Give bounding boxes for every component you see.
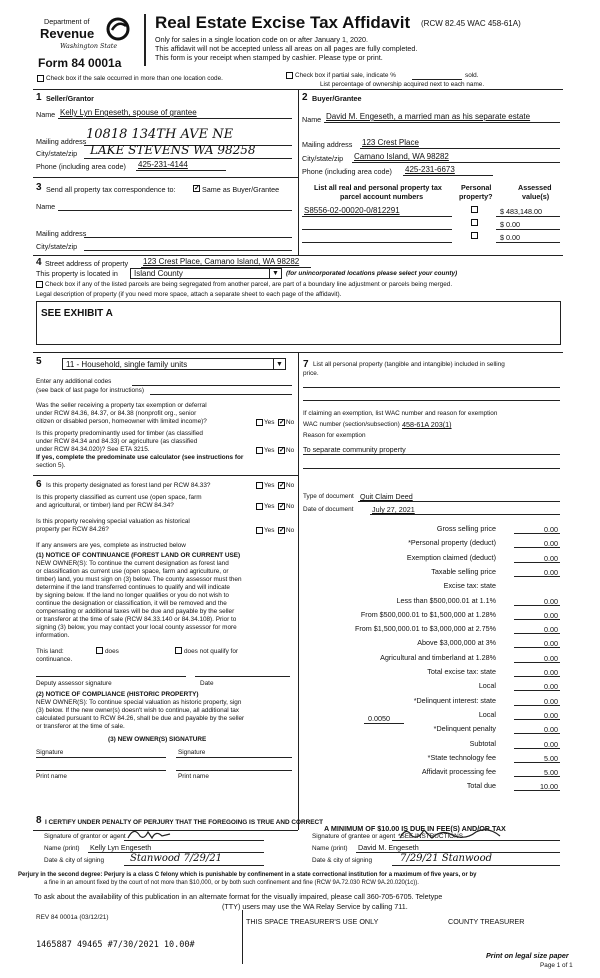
treasurer-use-label: THIS SPACE TREASURER'S USE ONLY: [246, 917, 379, 926]
tax-row-label: Taxable selling price: [431, 567, 496, 576]
tax-row-label: Affidavit processing fee: [421, 767, 496, 776]
page-number: Page 1 of 1: [540, 962, 573, 969]
grantor-name-label: Name (print): [44, 845, 80, 852]
tax-row-underline: [514, 662, 560, 663]
tax-row-underline: [514, 705, 560, 706]
seller-heading: Seller/Grantor: [46, 94, 94, 103]
tax-row-label: *Personal property (deduct): [408, 538, 496, 547]
grantor-date-city-field[interactable]: Stanwood 7/29/21: [130, 853, 223, 864]
correspondence-city-label: City/state/zip: [36, 242, 78, 251]
seller-phone-field[interactable]: 425-231-4144: [138, 160, 188, 169]
buyer-name-field[interactable]: David M. Engeseth, a married man as his separate estate: [326, 112, 531, 121]
tax-row-underline: [514, 533, 560, 534]
tax-row-underline: [514, 748, 560, 749]
assessed-value-1[interactable]: $ 483,148.00: [500, 207, 542, 216]
partial-sale-sold: sold.: [465, 72, 479, 79]
tax-row-value[interactable]: 0.00: [544, 625, 558, 634]
notice-continuance-line: signing (3) below, you may contact your local county assessor for more: [36, 624, 237, 631]
form-number: Form 84 0001a: [38, 56, 122, 70]
same-as-buyer-checkbox[interactable]: ✓: [194, 185, 200, 192]
current-use-no-checkbox[interactable]: ✓: [279, 503, 285, 510]
tax-row-value[interactable]: 0.00: [544, 639, 558, 648]
grantee-name-field[interactable]: David M. Engeseth: [358, 843, 419, 852]
continuance-label: continuance.: [36, 656, 73, 663]
tax-row-value[interactable]: 0.00: [544, 711, 558, 720]
notice-compliance-heading: (2) NOTICE OF COMPLIANCE (HISTORIC PROPERTY): [36, 691, 199, 698]
seller-mailing-label: Mailing address: [36, 137, 87, 146]
document-type-field[interactable]: Quit Claim Deed: [360, 492, 413, 501]
section7-num: 7: [303, 359, 309, 370]
buyer-city-field[interactable]: Camano Island, WA 98282: [354, 152, 449, 161]
land-does-checkbox[interactable]: [96, 647, 103, 654]
forest-yes-label: Yes: [264, 482, 275, 489]
tax-row-underline: [514, 676, 560, 677]
exemption-yes-label: Yes: [264, 419, 275, 426]
correspondence-heading: Send all property tax correspondence to:: [46, 185, 176, 194]
notice-compliance-line: (3) below. If the new owner(s) doesn't wish to continue, all additional tax: [36, 707, 239, 714]
seller-num: 1: [36, 92, 42, 103]
land-does-not-checkbox[interactable]: [175, 647, 182, 654]
tax-row-label: Local: [478, 710, 496, 719]
tax-row-label: *Delinquent interest: state: [413, 696, 496, 705]
personal-property-checkbox-2[interactable]: [471, 219, 478, 226]
tax-row-value[interactable]: 0.00: [544, 539, 558, 548]
tax-row-value[interactable]: 0.00: [544, 740, 558, 749]
grantor-name-field[interactable]: Kelly Lyn Engeseth: [90, 843, 152, 852]
notice-line1: Only for sales in a single location code on or after January 1, 2020.: [155, 35, 368, 44]
grantor-date-city-label: Date & city of signing: [44, 857, 105, 864]
tax-row-underline: [514, 790, 560, 791]
see-back-label: (see back of last page for instructions): [36, 387, 144, 394]
notice-compliance-line: or transferor at the time of sale.: [36, 723, 125, 730]
parcels-header-4: property?: [459, 192, 493, 201]
availability-line-1: To ask about the availability of this publication in an alternate format for the visually impaired, please call 360-705-6705. Teletype: [34, 892, 443, 901]
tax-row-label: Less than $500,000.01 at 1.1%: [396, 596, 496, 605]
dept-line2: Revenue: [40, 26, 95, 41]
buyer-mailing-label: Mailing address: [302, 140, 353, 149]
tax-row-underline: [514, 690, 560, 691]
new-owner-signature-label-2: Signature: [178, 749, 206, 756]
tax-row-label: Above $3,000,000 at 3%: [417, 638, 496, 647]
section6-num: 6: [36, 479, 42, 490]
street-label: Street address of property: [45, 259, 129, 268]
historic-yes-label: Yes: [264, 527, 275, 534]
land-does-label: does: [105, 648, 119, 655]
new-owner-signature-label-1: Signature: [36, 749, 64, 756]
tax-row-value[interactable]: 0.00: [544, 611, 558, 620]
local-rate[interactable]: 0.0050: [368, 714, 390, 723]
tax-row-underline: [514, 633, 560, 634]
wac-number-field[interactable]: 458-61A 203(1): [402, 420, 452, 429]
document-date-label: Date of document: [303, 506, 354, 513]
tax-row-label: *Delinquent penalty: [433, 724, 496, 733]
q-current-use-1: Is this property classified as current use (open space, farm: [36, 494, 202, 501]
tax-row-label: From $1,500,000.01 to $3,000,000 at 2.75%: [354, 624, 496, 633]
q-forest: Is this property designated as forest land per RCW 84.33?: [46, 482, 211, 489]
tax-row-underline: [514, 733, 560, 734]
new-owner-print-label-1: Print name: [36, 773, 67, 780]
q-exemption-1: Was the seller receiving a property tax exemption or deferral: [36, 402, 207, 409]
street-field[interactable]: 123 Crest Place, Camano Island, WA 98282: [143, 257, 300, 266]
rcw-reference: (RCW 82.45 WAC 458-61A): [421, 19, 521, 28]
timber-yes-checkbox[interactable]: [256, 447, 263, 454]
legal-description-text: SEE EXHIBIT A: [41, 308, 113, 319]
tax-row-value[interactable]: 0.00: [544, 725, 558, 734]
notice-continuance-line: continue the designation or classification, it will be removed and the: [36, 600, 227, 607]
dor-logo: [38, 14, 130, 54]
q-historic-2: property per RCW 84.26?: [36, 526, 109, 533]
multi-location-checkbox[interactable]: [37, 75, 44, 82]
certify-statement: I CERTIFY UNDER PENALTY OF PERJURY THAT THE FOREGOING IS TRUE AND CORRECT: [45, 819, 324, 826]
q-exemption-3: citizen or disabled person, homeowner with limited income)?: [36, 418, 207, 425]
exemption-no-label: No: [286, 419, 295, 426]
tax-row-value[interactable]: 10.00: [540, 782, 558, 791]
seller-phone-label: Phone (including area code): [36, 162, 126, 171]
county-treasurer-label: COUNTY TREASURER: [448, 917, 525, 926]
seller-mailing-field[interactable]: 10818 134TH AVE NE: [86, 127, 234, 142]
forest-no-label: No: [286, 482, 295, 489]
buyer-name-label: Name: [302, 115, 322, 124]
tax-row-value[interactable]: 5.00: [544, 754, 558, 763]
tax-row-label: *State technology fee: [427, 753, 496, 762]
assessed-value-3[interactable]: $ 0.00: [500, 233, 520, 242]
notice-line3: This form is your receipt when stamped by cashier. Please type or print.: [155, 53, 383, 62]
timber-yes-label: Yes: [264, 447, 275, 454]
q-timber-1: Is this property predominantly used for timber (as classified: [36, 430, 203, 437]
notice-continuance-line: or classification as current use (open space, farm and agriculture, or: [36, 568, 229, 575]
chevron-down-icon[interactable]: ▼: [273, 359, 285, 369]
revision-label: REV 84 0001a (03/12/21): [36, 914, 109, 921]
tax-row-underline: [514, 647, 560, 648]
personal-property-checkbox-3[interactable]: [471, 232, 478, 239]
seller-city-field[interactable]: LAKE STEVENS WA 98258: [90, 143, 256, 157]
tax-row-value[interactable]: 0.00: [544, 697, 558, 706]
tax-row-label: Local: [478, 681, 496, 690]
buyer-phone-label: Phone (including area code): [302, 167, 392, 176]
notice-line2: This affidavit will not be accepted unless all areas on all pages are fully completed.: [155, 44, 418, 53]
exemption-yes-checkbox[interactable]: [256, 419, 263, 426]
q-historic-1: Is this property receiving special valuation as historical: [36, 518, 190, 525]
partial-sale-note: List percentage of ownership acquired next to each name.: [320, 81, 485, 88]
perjury-line-2: a fine in an amount fixed by the court of not more than $10,000, or by both such confinement and fine (RCW 9A.72.030 RCW 9A.20.020(1c)).: [44, 880, 419, 886]
grantor-signature-label: Signature of grantor or agent: [44, 833, 126, 840]
notice-continuance-line: timber) land, you must sign on (3) below. The county assessor must then: [36, 576, 242, 583]
tax-row-underline: [514, 619, 560, 620]
section5-num: 5: [36, 356, 42, 367]
tax-row-label: Total excise tax: state: [427, 667, 496, 676]
chevron-down-icon[interactable]: ▼: [269, 269, 281, 278]
notice-continuance-line: NEW OWNER(S): To continue the current designation as forest land: [36, 560, 229, 567]
cashier-stamp: 1465887 49465 #7/30/2021 10.00#: [36, 940, 195, 950]
land-does-not-label: does not qualify for: [184, 648, 238, 655]
new-owner-print-label-2: Print name: [178, 773, 209, 780]
notice-continuance-line: by signing below. If the land no longer qualifies or you do not wish to: [36, 592, 229, 599]
tax-row-label: Gross selling price: [436, 524, 496, 533]
historic-no-checkbox[interactable]: ✓: [279, 527, 285, 534]
tax-row-value[interactable]: 0.00: [544, 597, 558, 606]
correspondence-mailing-label: Mailing address: [36, 229, 87, 238]
seller-name-label: Name: [36, 110, 56, 119]
notice-compliance-line: NEW OWNER(S): To continue special valuation as historic property, sign: [36, 699, 242, 706]
multi-location-label: Check box if the sale occurred in more than one location code.: [46, 75, 223, 82]
forest-no-checkbox[interactable]: ✓: [279, 482, 285, 489]
partial-sale-label: Check box if partial sale, indicate %: [295, 72, 396, 79]
notice-continuance-line: compensating or additional taxes will be due and payable by the seller: [36, 608, 235, 615]
revenue-swirl-icon: [106, 16, 130, 42]
if-any-yes: If any answers are yes, complete as instructed below: [36, 542, 186, 549]
dept-line3: Washington State: [60, 42, 118, 50]
tax-row-underline: [514, 719, 560, 720]
tax-row-label: Agricultural and timberland at 1.28%: [380, 653, 496, 662]
personal-property-checkbox-1[interactable]: [471, 206, 478, 213]
tax-row-label: Exemption claimed (deduct): [406, 553, 496, 562]
document-type-label: Type of document: [303, 493, 354, 500]
tax-row-value[interactable]: 0.00: [544, 525, 558, 534]
deputy-signature-label: Deputy assessor signature: [36, 680, 112, 687]
deputy-date-label: Date: [200, 680, 214, 687]
q-timber-5: section 5).: [36, 462, 66, 469]
tax-row-label: Excise tax: state: [443, 581, 496, 590]
historic-no-label: No: [286, 527, 295, 534]
personal-property-list-2: price.: [303, 370, 319, 377]
current-use-yes-label: Yes: [264, 503, 275, 510]
assessed-value-2[interactable]: $ 0.00: [500, 220, 520, 229]
grantee-date-city-field[interactable]: 7/29/21 Stanwood: [400, 853, 493, 864]
segregated-label: Check box if any of the listed parcels are being segregated from another parcel, are part of a boundary line adjustment or parcels being merged.: [45, 281, 453, 288]
historic-yes-checkbox[interactable]: [256, 527, 263, 534]
notice-compliance-line: calculated pursuant to RCW 84.26, shall be due and payable by the seller: [36, 715, 245, 722]
current-use-yes-checkbox[interactable]: [256, 503, 263, 510]
minimum-due-notice: A MINIMUM OF $10.00 IS DUE IN FEE(S) AND/OR TAX: [324, 824, 506, 833]
grantee-name-label: Name (print): [312, 845, 348, 852]
wac-number-label: WAC number (section/subsection): [303, 421, 400, 428]
same-as-buyer-label: Same as Buyer/Grantee: [202, 185, 280, 194]
buyer-mailing-field[interactable]: 123 Crest Place: [362, 138, 419, 147]
forest-yes-checkbox[interactable]: [256, 482, 263, 489]
parcels-header-6: value(s): [522, 192, 550, 201]
tax-row-underline: [514, 547, 560, 548]
exemption-no-checkbox[interactable]: ✓: [279, 419, 285, 426]
tax-row-underline: [514, 776, 560, 777]
notice-continuance-line: information.: [36, 632, 70, 639]
tax-row-value[interactable]: 0.00: [544, 682, 558, 691]
parcels-header-2: parcel account numbers: [340, 192, 424, 201]
seller-name-field[interactable]: Kelly Lyn Engeseth, spouse of grantee: [60, 108, 197, 117]
tax-row-value[interactable]: 0.00: [544, 554, 558, 563]
parcels-header-5: Assessed: [518, 183, 552, 192]
county-select[interactable]: [130, 268, 282, 279]
personal-property-list-1: List all personal property (tangible and intangible) included in selling: [313, 361, 505, 368]
new-owner-signature-heading: (3) NEW OWNER(S) SIGNATURE: [108, 736, 207, 743]
notice-continuance-line: or transferor at the time of sale (RCW 84.33.140 or 84.34.108). Prior to: [36, 616, 237, 623]
buyer-heading: Buyer/Grantee: [312, 94, 362, 103]
notice-continuance-line: determine if the land transferred continues to qualify and will indicate: [36, 584, 230, 591]
parcels-header-3: Personal: [461, 183, 492, 192]
buyer-num: 2: [302, 92, 308, 103]
current-use-no-label: No: [286, 503, 295, 510]
tax-row-underline: [514, 605, 560, 606]
tax-row-value[interactable]: 0.00: [544, 654, 558, 663]
perjury-line-1: Perjury in the second degree: Perjury is a class C felony which is punishable by confinement in a state correctional institution for a maximum of five years, or by: [18, 872, 477, 878]
segregated-checkbox[interactable]: [36, 281, 43, 288]
section4-num: 4: [36, 257, 42, 268]
timber-no-label: No: [286, 447, 295, 454]
land-use-select-value: 11 - Household, single family units: [66, 360, 188, 369]
exemption-reason-field[interactable]: To separate community property: [303, 445, 406, 454]
land-use-select[interactable]: [62, 358, 286, 370]
tax-row-underline: [514, 576, 560, 577]
tax-row-underline: [514, 762, 560, 763]
legal-description-box[interactable]: [36, 301, 561, 345]
buyer-phone-field[interactable]: 425-231-6673: [405, 165, 455, 174]
exemption-claim-label: If claiming an exemption, list WAC number and reason for exemption: [303, 410, 498, 417]
correspondence-name-label: Name: [36, 202, 56, 211]
this-land-label: This land:: [36, 648, 64, 655]
section8-num: 8: [36, 815, 42, 826]
legal-paper-note: Print on legal size paper: [486, 951, 569, 960]
exemption-reason-label: Reason for exemption: [303, 432, 366, 439]
q-timber-4: If yes, complete the predominate use calculator (see instructions for: [36, 454, 244, 461]
tax-row-underline: [514, 562, 560, 563]
grantee-signature-label: Signature of grantee or agent: [312, 833, 396, 840]
legal-label: Legal description of property (if you need more space, attach a separate sheet to each page of the affidavit).: [36, 291, 342, 298]
page-title: Real Estate Excise Tax Affidavit: [155, 13, 411, 32]
county-select-value: Island County: [134, 269, 183, 278]
buyer-city-label: City/state/zip: [302, 154, 344, 163]
dept-line1: Department of: [44, 17, 90, 26]
q-exemption-2: under RCW 84.36, 84.37, or 84.38 (nonprofit org., senior: [36, 410, 197, 417]
tax-row-value[interactable]: 0.00: [544, 568, 558, 577]
grantee-date-city-label: Date & city of signing: [312, 857, 373, 864]
q-current-use-2: and agricultural, or timber) land per RCW 84.34?: [36, 502, 174, 509]
located-label: This property is located in: [36, 269, 118, 278]
tax-row-value[interactable]: 5.00: [544, 768, 558, 777]
tax-row-value[interactable]: 0.00: [544, 668, 558, 677]
tax-row-label: Subtotal: [469, 739, 496, 748]
additional-codes-label: Enter any additional codes: [36, 378, 112, 385]
parcels-header-1: List all real and personal property tax: [314, 183, 442, 192]
parcel-number-1[interactable]: S8556-02-00020-0/812291: [304, 206, 400, 215]
partial-sale-checkbox[interactable]: [286, 72, 293, 79]
tax-row-label: From $500,000.01 to $1,500,000 at 1.28%: [360, 610, 496, 619]
county-note: (for unincorporated locations please select your county): [286, 270, 458, 277]
document-date-field[interactable]: July 27, 2021: [372, 505, 415, 514]
q-timber-2: under RCW 84.34 and 84.33) or agriculture (as classified: [36, 438, 198, 445]
see-instructions: *SEE INSTRUCTIONS: [398, 833, 463, 840]
q-timber-3: under RCW 84.34.020)? See ETA 3215.: [36, 446, 150, 453]
timber-no-checkbox[interactable]: ✓: [279, 447, 285, 454]
correspondence-num: 3: [36, 182, 42, 193]
tax-row-label: Total due: [466, 781, 496, 790]
seller-city-label: City/state/zip: [36, 149, 78, 158]
availability-line-2: (TTY) users may use the WA Relay Service by calling 711.: [222, 902, 408, 911]
notice-continuance-heading: (1) NOTICE OF CONTINUANCE (FOREST LAND OR CURRENT USE): [36, 552, 241, 559]
